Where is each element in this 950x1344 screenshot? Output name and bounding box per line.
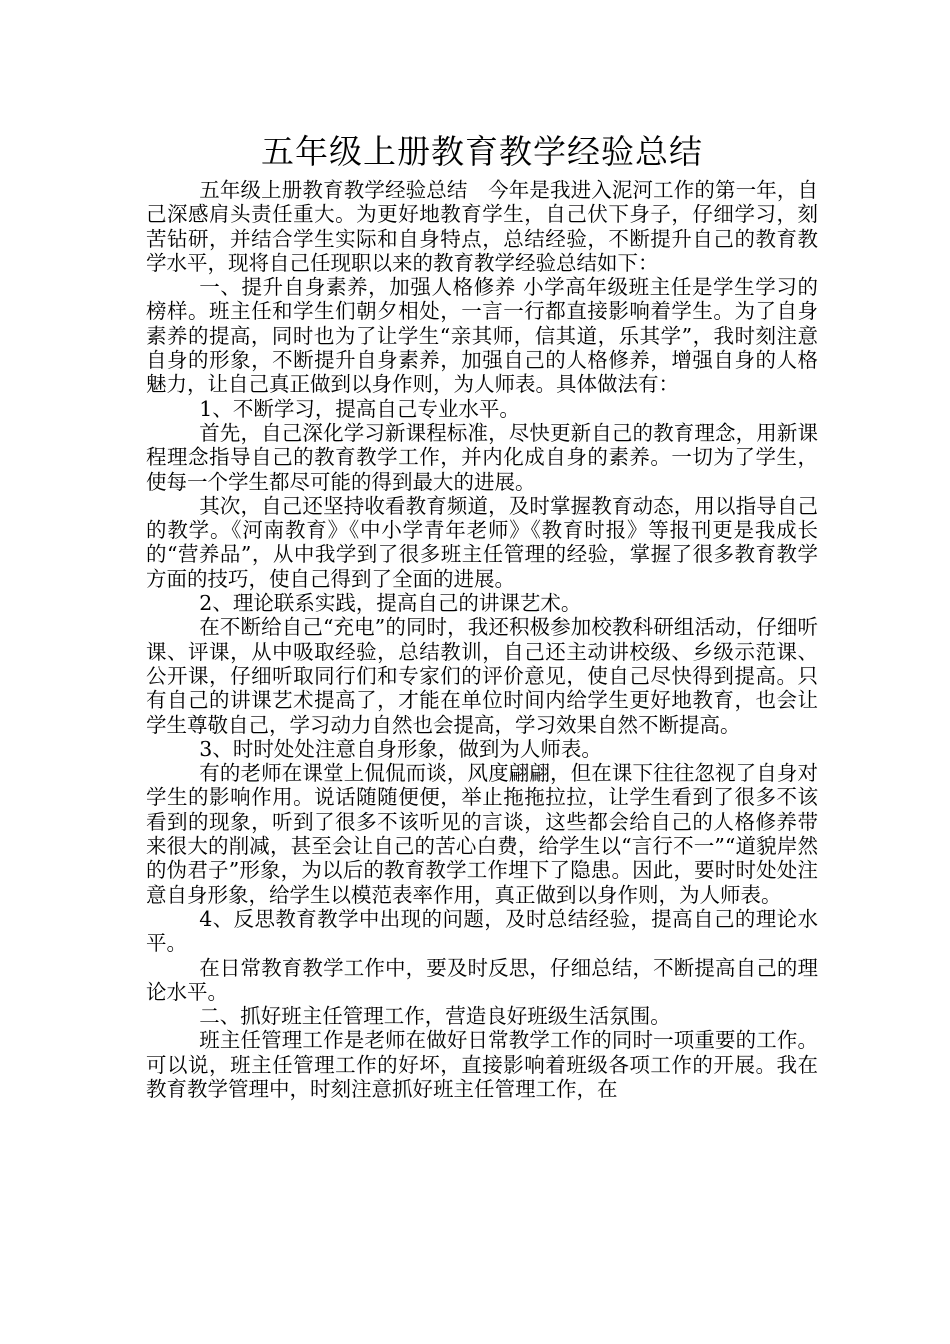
document-page	[146, 126, 818, 1101]
paragraph-section-2-body: 班主任管理工作是老师在做好日常教学工作的同时一项重要的工作。可以说，班主任管理工作的好坏，直接影响着班级各项工作的开展。我在教育教学管理中，时刻注意抓好班主任管理工作，在	[146, 1028, 818, 1101]
paragraph-section-1-heading: 一、提升自身素养，加强人格修养 小学高年级班主任是学生学习的榜样。班主任和学生们朝夕相处，一言一行都直接影响着学生。为了自身素养的提高，同时也为了让学生“亲其师，信其道，乐其学”，我时刻注意自身的形象，不断提升自身素养，加强自己的人格修养，增强自身的人格魅力，让自己真正做到以身作则，为人师表。具体做法有：	[146, 275, 818, 397]
paragraph-item-4-heading: 4、反思教育教学中出现的问题，及时总结经验，提高自己的理论水平。	[146, 906, 818, 956]
paragraph-item-1-first: 首先，自己深化学习新课程标准，尽快更新自己的教育理念，用新课程理念指导自己的教育教学工作，并内化成自身的素养。一切为了学生，使每一个学生都尽可能的得到最大的进展。	[146, 420, 818, 494]
paragraph-item-4-body: 在日常教育教学工作中，要及时反思，仔细总结，不断提高自己的理论水平。	[146, 955, 818, 1004]
paragraph-item-2-heading: 2、理论联系实践，提高自己的讲课艺术。	[199, 591, 582, 616]
paragraph-intro: 五年级上册教育教学经验总结 今年是我进入泥河工作的第一年，自己深感肩头责任重大。为更好地教育学生，自己伏下身子，仔细学习，刻苦钻研，并结合学生实际和自身特点，总结经验，不断提升自己的教育教学水平，现将自己任现职以来的教育教学经验总结如下：	[146, 178, 818, 275]
document-title: 五年级上册教育教学经验总结	[261, 132, 703, 171]
paragraph-item-2-body: 在不断给自己“充电”的同时，我还积极参加校教科研组活动，仔细听课、评课，从中吸取经验，总结教训，自己还主动讲校级、乡级示范课、公开课，仔细听取同行们和专家们的评价意见，使自己尽快得到提高。只有自己的讲课艺术提高了，才能在单位时间内给学生更好地教育，也会让学生尊敬自己，学习动力自然也会提高，学习效果自然不断提高。	[146, 615, 818, 737]
paragraph-item-3-body: 有的老师在课堂上侃侃而谈，风度翩翩，但在课下往往忽视了自身对学生的影响作用。说话随随便便，举止拖拖拉拉，让学生看到了很多不该看到的现象，听到了很多不该听见的言谈，这些都会给自己的人格修养带来很大的削减，甚至会让自己的苦心白费，给学生以“言行不一”“道貌岸然的伪君子”形象，为以后的教育教学工作埋下了隐患。因此，要时时处处注意自身形象，给学生以模范表率作用，真正做到以身作则，为人师表。	[146, 761, 818, 907]
paragraph-section-2-heading: 二、抓好班主任管理工作，营造良好班级生活氛围。	[199, 1004, 671, 1029]
paragraph-item-3-heading: 3、时时处处注意自身形象，做到为人师表。	[199, 736, 602, 761]
paragraph-item-1-second: 其次，自己还坚持收看教育频道，及时掌握教育动态，用以指导自己的教学。《河南教育》《中小学青年老师》《教育时报》等报刊更是我成长的“营养品”，从中我学到了很多班主任管理的经验，掌握了很多教育教学方面的技巧，使自己得到了全面的进展。	[146, 493, 818, 591]
paragraph-item-1-heading: 1、不断学习，提高自己专业水平。	[199, 396, 520, 421]
